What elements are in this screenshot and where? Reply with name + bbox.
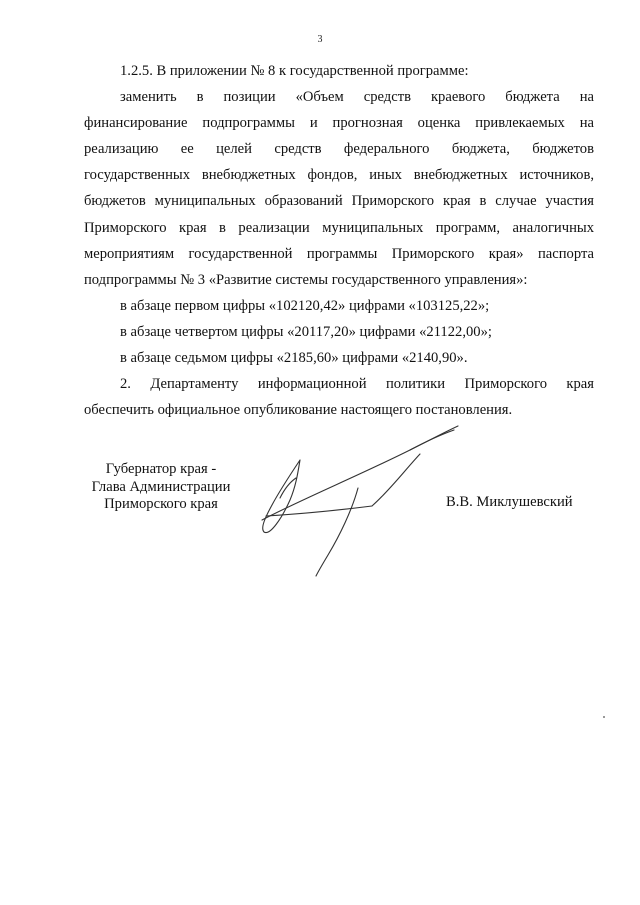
- paragraph-line: 1.2.5. В приложении № 8 к государственной программе:: [120, 63, 469, 79]
- paragraph-line: заменить в позиции «Объем средств краевого бюджета на: [120, 89, 594, 106]
- paragraph-line: в абзаце четвертом цифры «20117,20» цифрами «21122,00»;: [120, 323, 492, 340]
- paragraph-line: финансирование подпрограммы и прогнозная оценка привлекаемых на: [84, 115, 594, 132]
- signatory-title-line: Глава Администрации: [91, 478, 231, 495]
- paragraph-line: реализацию ее целей средств федерального бюджета, бюджетов: [84, 141, 594, 158]
- signatory-name: В.В. Миклушевский: [446, 494, 573, 510]
- paragraph-line: государственных внебюджетных фондов, иных внебюджетных источников,: [84, 167, 594, 184]
- signatory-title-line: Губернатор края -: [105, 461, 217, 477]
- document-body: [84, 58, 594, 423]
- paragraph-line: подпрограммы № 3 «Развитие системы государственного управления»:: [84, 271, 528, 288]
- signatory-title-line: Приморского края: [104, 496, 218, 512]
- paragraph-line: бюджетов муниципальных образований Приморского края в случае участия: [84, 193, 594, 210]
- scan-speck: [603, 716, 605, 718]
- paragraph-line: в абзаце седьмом цифры «2185,60» цифрами «2140,90».: [120, 350, 468, 367]
- paragraph-line: в абзаце первом цифры «102120,42» цифрами «103125,22»;: [120, 297, 490, 314]
- page-number: 3: [317, 34, 323, 45]
- paragraph-line: мероприятиям государственной программы Приморского края» паспорта: [84, 245, 594, 262]
- handwritten-signature: [240, 420, 470, 580]
- paragraph-line: обеспечить официальное опубликование настоящего постановления.: [84, 402, 513, 419]
- paragraph-line: Приморского края в реализации муниципальных программ, аналогичных: [84, 219, 594, 236]
- paragraph-line: 2. Департаменту информационной политики Приморского края: [120, 376, 594, 393]
- signatory-title: [80, 461, 242, 514]
